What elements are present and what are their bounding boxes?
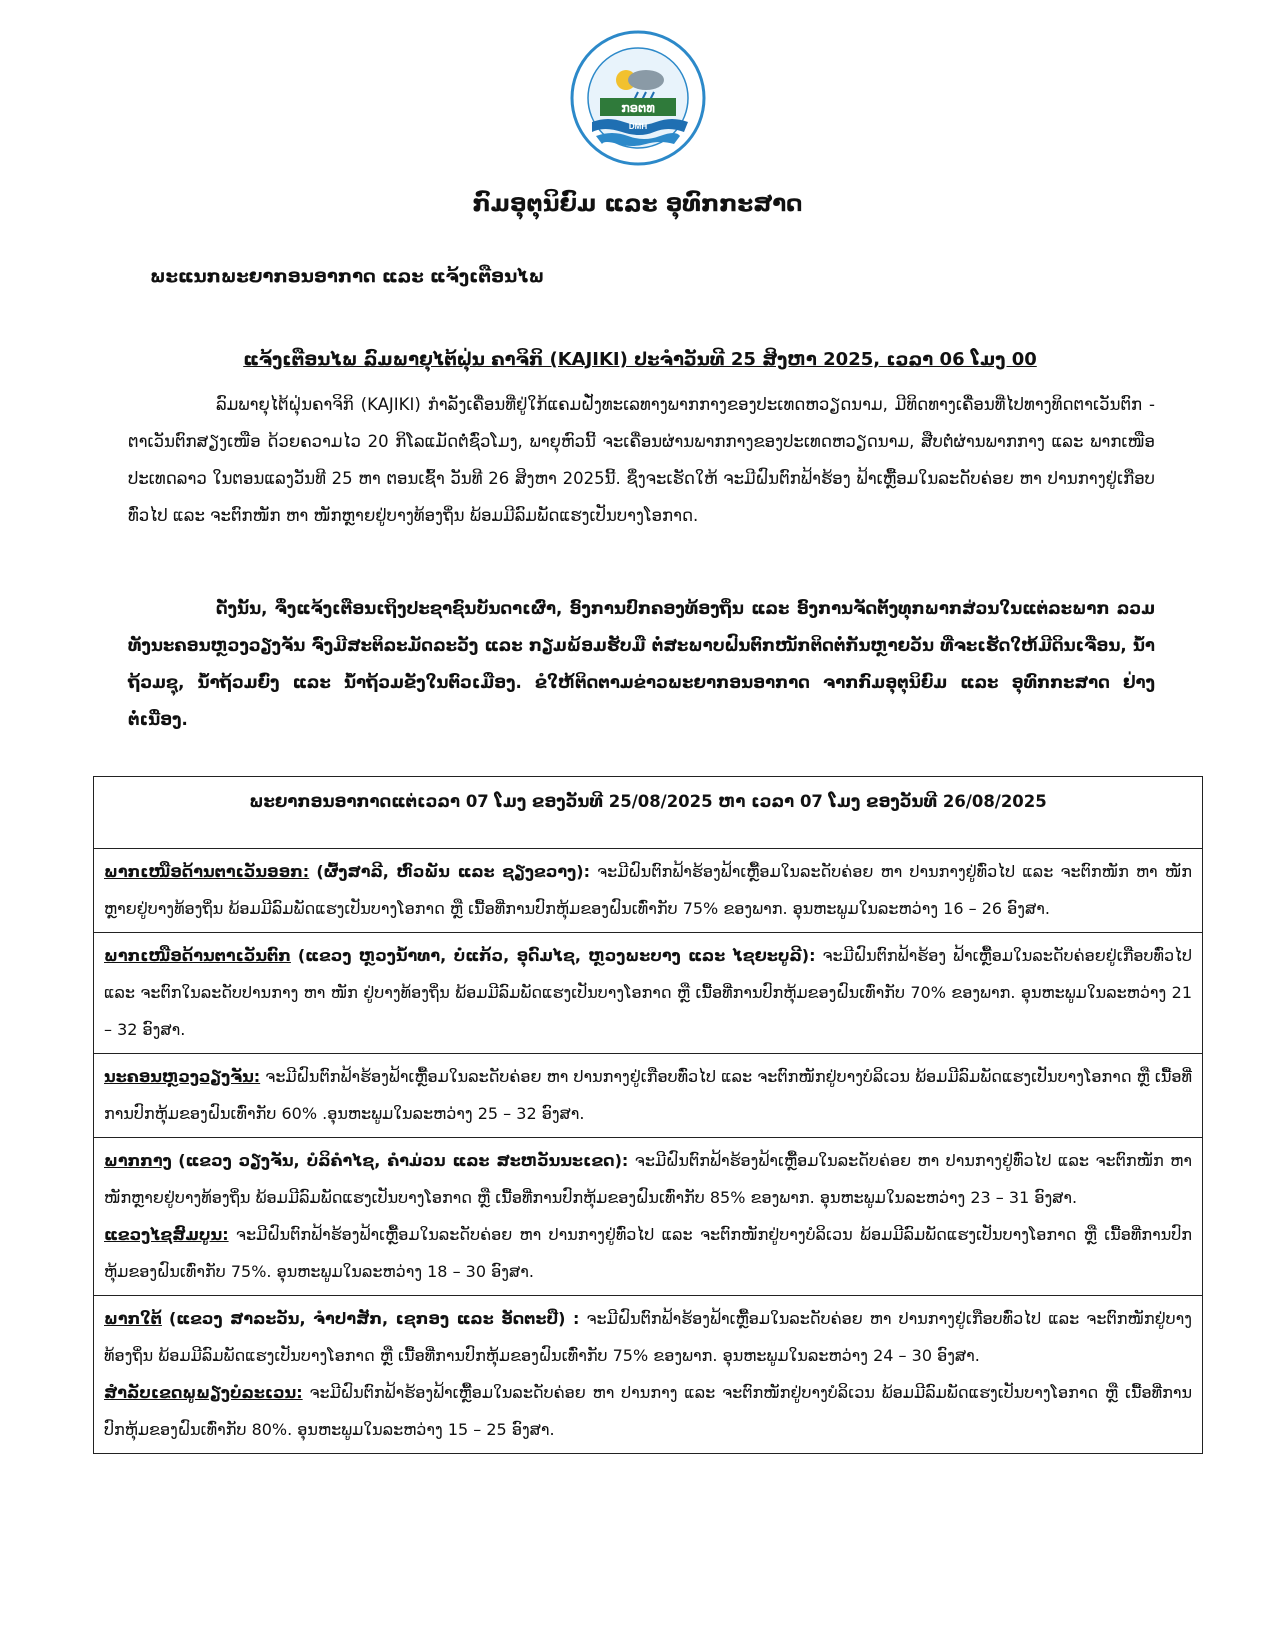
region-name: ພາກເໜືອດ້ານຕາເວັນຕົກ (104, 946, 291, 965)
region-forecast-text: ຈະມີຝົນຕົກຟ້າຮ້ອງຟ້າເຫຼື້ອມໃນລະດັບຄ່ອຍ ຫາ ປານກາງຢູ່ທົ່ວໄປ ແລະ ຈະຕົກໜັກ ຫາ ໜັກຫຼາຍຢູ່ບາງທ້ອງຖິ່ນ ພ້ອມມີລົມພັດແຮງເປັນບາງໂອກາດ ຫຼື ເນື້ອທີ່ການປົກຫຸ້ມຂອງຝົນເທົ່າກັບ 85% ຂອງພາກ. ອຸນຫະພູມໃນລະຫວ່າງ 23 – 31 ອົງສາ. (104, 1151, 1192, 1207)
warning-title: ແຈ້ງເຕືອນໄພ ລົມພາຍຸໄຕ້ຝຸ່ນ ຄາຈິກິ (KAJIKI) ປະຈຳວັນທີ 25 ສິງຫາ 2025, ເວລາ 06 ໂມງ 00 (243, 349, 1037, 370)
region-central (94, 1138, 1203, 1296)
region-forecast-text: ຈະມີຝົນຕົກຟ້າຮ້ອງຟ້າເຫຼື້ອມໃນລະດັບຄ່ອຍ ຫາ ປານກາງຢູ່ເກືອບທົ່ວໄປ ແລະ ຈະຕົກໜັກຢູ່ບາງທ້ອງຖິ່ນ ພ້ອມມີລົມພັດແຮງເປັນບາງໂອກາດ ຫຼື ເນື້ອທີ່ການປົກຫຸ້ມຂອງຝົນເທົ່າກັບ 75% ຂອງພາກ. ອຸນຫະພູມໃນລະຫວ່າງ 24 – 30 ອົງສາ. (104, 1309, 1192, 1365)
region-north-west (94, 933, 1203, 1054)
forecast-table (93, 776, 1203, 1454)
subregion-name: ສຳລັບເຂດພູພຽງບໍລະເວນ: (104, 1383, 303, 1402)
logo-text-lao: ກອຕທ (621, 100, 655, 115)
region-provinces: (ແຂວງ ຫຼວງນ້ຳທາ, ບໍ່ແກ້ວ, ອຸດົມໄຊ, ຫຼວງພະບາງ ແລະ ໄຊຍະບູລີ): (297, 946, 816, 965)
warning-paragraph-2: ດັ່ງນັ້ນ, ຈຶ່ງແຈ້ງເຕືອນເຖິງປະຊາຊົນບັນດາເຜົ່າ, ອົງການປົກຄອງທ້ອງຖິ່ນ ແລະ ອົງການຈັດຕັ້ງທຸກພາກສ່ວນໃນແຕ່ລະພາກ ລວມທັງນະຄອນຫຼວງວຽງຈັນ ຈົ່ງມີສະຕິລະມັດລະວັງ ແລະ ກຽມພ້ອມຮັບມື ຕໍ່ສະພາບຝົນຕົກໜັກຕິດຕໍ່ກັນຫຼາຍວັນ ທີ່ຈະເຮັດໃຫ້ມີດິນເຈື່ອນ, ນ້ຳຖ້ວມຊຸ, ນ້ຳຖ້ວມຍົ່ງ ແລະ ນ້ຳຖ້ວມຂັງໃນຕົວເມືອງ. ຂໍໃຫ້ຕິດຕາມຂ່າວພະຍາກອນອາກາດ ຈາກກົມອຸຕຸນິຍົມ ແລະ ອຸທົກກະສາດ ຢ່າງຕໍ່ເນື່ອງ. (128, 599, 1155, 729)
region-forecast-text: ຈະມີຝົນຕົກຟ້າຮ້ອງຟ້າເຫຼື້ອມໃນລະດັບຄ່ອຍ ຫາ ປານກາງຢູ່ເກືອບທົ່ວໄປ ແລະ ຈະຕົກໜັກຢູ່ບາງບໍລິເວນ ພ້ອມມີລົມພັດແຮງເປັນບາງໂອກາດ ຫຼື ເນື້ອທີ່ການປົກຫຸ້ມຂອງຝົນເທົ່າກັບ 60% .ອຸນຫະພູມໃນລະຫວ່າງ 25 – 32 ອົງສາ. (104, 1067, 1193, 1123)
logo-text-en: DMH (628, 122, 648, 131)
region-name: ພາກກາງ (104, 1151, 172, 1170)
subregion-forecast-text: ຈະມີຝົນຕົກຟ້າຮ້ອງຟ້າເຫຼື້ອມໃນລະດັບຄ່ອຍ ຫາ ປານກາງ ແລະ ຈະຕົກໜັກຢູ່ບາງບໍລິເວນ ພ້ອມມີລົມພັດແຮງເປັນບາງໂອກາດ ຫຼື ເນື້ອທີ່ການປົກຫຸ້ມຂອງຝົນເທົ່າກັບ 80%. ອຸນຫະພູມໃນລະຫວ່າງ 15 – 25 ອົງສາ. (104, 1383, 1192, 1439)
region-forecast-text: ຈະມີຝົນຕົກຟ້າຮ້ອງ ຟ້າເຫຼື້ອມໃນລະດັບຄ່ອຍຢູ່ເກືອບທົ່ວໄປ ແລະ ຈະຕົກໃນລະດັບປານກາງ ຫາ ໜັກ ຢູ່ບາງທ້ອງຖິ່ນ ພ້ອມມີລົມພັດແຮງເປັນບາງໂອກາດ ຫຼື ເນື້ອທີ່ການປົກຫຸ້ມຂອງຝົນເທົ່າກັບ 70% ຂອງພາກ. ອຸນຫະພູມໃນລະຫວ່າງ 21 – 32 ອົງສາ. (104, 946, 1193, 1039)
region-provinces: (ຜົ້ງສາລີ, ຫົວພັນ ແລະ ຊຽງຂວາງ): (316, 862, 590, 881)
table-row (94, 1296, 1203, 1454)
region-name: ພາກໃຕ້ (104, 1309, 162, 1328)
region-south (94, 1296, 1203, 1454)
region-forecast-text: ຈະມີຝົນຕົກຟ້າຮ້ອງຟ້າເຫຼື້ອມໃນລະດັບຄ່ອຍ ຫາ ປານກາງຢູ່ທົ່ວໄປ ແລະ ຈະຕົກໜັກ ຫາ ໜັກຫຼາຍຢູ່ບາງທ້ອງຖິ່ນ ພ້ອມມີລົມພັດແຮງເປັນບາງໂອກາດ ຫຼື ເນື້ອທີ່ການປົກຫຸ້ມຂອງຝົນເທົ່າກັບ 75% ຂອງພາກ. ອຸນຫະພູມໃນລະຫວ່າງ 16 – 26 ອົງສາ. (104, 862, 1192, 918)
subregion-name: ແຂວງໄຊສົມບູນ: (104, 1225, 229, 1244)
ministry-name: ກົມອຸຕຸນິຍົມ ແລະ ອຸທົກກະສາດ (472, 191, 803, 217)
table-row (94, 849, 1203, 933)
table-row (94, 933, 1203, 1054)
dmh-emblem-icon (568, 28, 708, 168)
table-row (94, 1138, 1203, 1296)
subregion-forecast-text: ຈະມີຝົນຕົກຟ້າຮ້ອງຟ້າເຫຼື້ອມໃນລະດັບຄ່ອຍ ຫາ ປານກາງຢູ່ທົ່ວໄປ ແລະ ຈະຕົກໜັກຢູ່ບາງບໍລິເວນ ພ້ອມມີລົມພັດແຮງເປັນບາງໂອກາດ ຫຼື ເນື້ອທີ່ການປົກຫຸ້ມຂອງຝົນເທົ່າກັບ 75%. ອຸນຫະພູມໃນລະຫວ່າງ 18 – 30 ອົງສາ. (104, 1225, 1192, 1281)
warning-paragraph-1: ລົມພາຍຸໄຕ້ຝຸ່ນຄາຈິກິ (KAJIKI) ກຳລັງເຄື່ອນທີ່ຢູ່ໃກ້ແຄມຝັ່ງທະເລທາງພາກກາງຂອງປະເທດຫວຽດນາມ, ມີທິດທາງເຄື່ອນທີ່ໄປທາງທິດຕາເວັນຕົກ - ຕາເວັນຕົກສຽງເໜືອ ດ້ວຍຄວາມໄວ 20 ກິໂລແມັດຕໍ່ຊົ່ວໂມງ, ພາຍຸຫົວນີ້ ຈະເຄື່ອນຜ່ານພາກກາງຂອງປະເທດຫວຽດນາມ, ສືບຕໍ່ຜ່ານພາກກາງ ແລະ ພາກເໜືອປະເທດລາວ ໃນຕອນແລງວັນທີ 25 ຫາ ຕອນເຊົ້າ ວັນທີ 26 ສິງຫາ 2025ນີ້. ຊຶ່ງຈະເຮັດໃຫ້ ຈະມີຝົນຕົກຟ້າຮ້ອງ ຟ້າເຫຼື້ອມໃນລະດັບຄ່ອຍ ຫາ ປານກາງຢູ່ເກືອບທົ່ວໄປ ແລະ ຈະຕົກໜັກ ຫາ ໜັກຫຼາຍຢູ່ບາງທ້ອງຖິ່ນ ພ້ອມມີລົມພັດແຮງເປັນບາງໂອກາດ. (128, 395, 1155, 525)
table-row (94, 1054, 1203, 1138)
department-name: ພະແນກພະຍາກອນອາກາດ ແລະ ແຈ້ງເຕືອນໄພ (150, 266, 545, 287)
region-name: ນະຄອນຫຼວງວຽງຈັນ: (104, 1067, 261, 1086)
region-provinces: (ແຂວງ ວຽງຈັນ, ບໍລິຄຳໄຊ, ຄຳມ່ວນ ແລະ ສະຫວັນນະເຂດ): (178, 1151, 629, 1170)
region-north-east (94, 849, 1203, 933)
region-name: ພາກເໜືອດ້ານຕາເວັນອອກ: (104, 862, 310, 881)
region-provinces: (ແຂວງ ສາລະວັນ, ຈຳປາສັກ, ເຊກອງ ແລະ ອັດຕະປື) : (168, 1309, 580, 1328)
forecast-heading: ພະຍາກອນອາກາດແຕ່ເວລາ 07 ໂມງ ຂອງວັນທີ 25/08/2025 ຫາ ເວລາ 07 ໂມງ ຂອງວັນທີ 26/08/2025 (94, 777, 1203, 849)
region-vientiane-capital (94, 1054, 1203, 1138)
